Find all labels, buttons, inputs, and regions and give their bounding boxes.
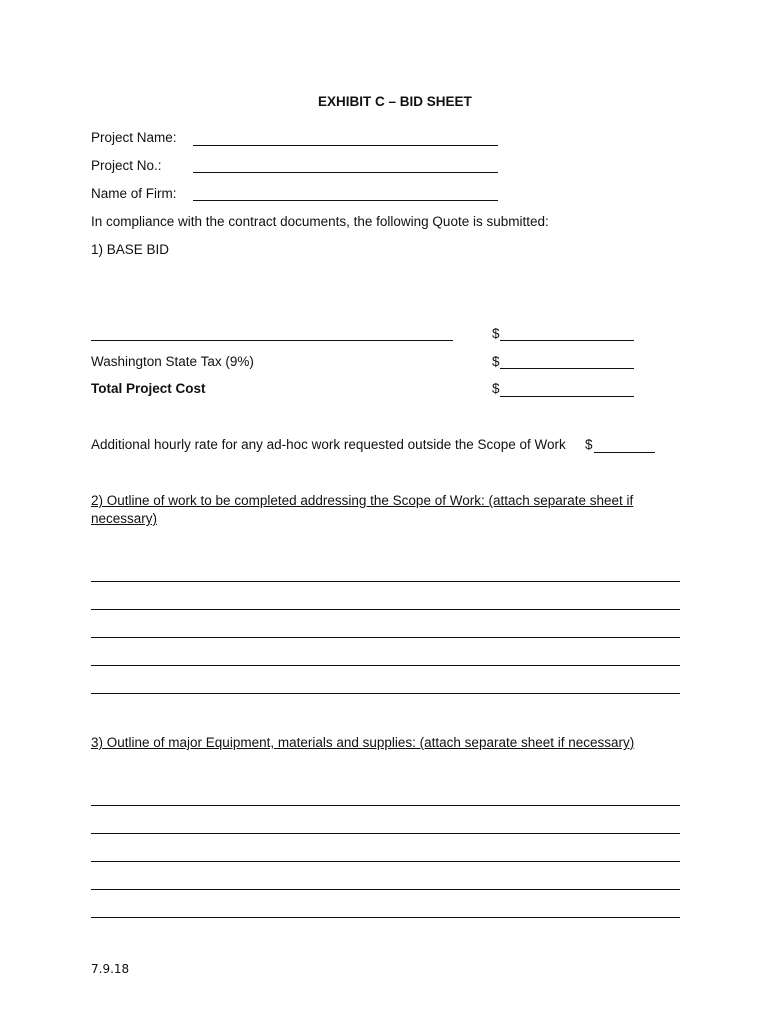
tax-amount-field[interactable] [500, 368, 634, 369]
hourly-rate-dollar-sign: $ [585, 437, 593, 452]
base-bid-dollar-sign: $ [492, 326, 500, 341]
project-name-label: Project Name: [91, 130, 177, 145]
section2-line[interactable] [91, 609, 680, 610]
project-name-field[interactable] [193, 145, 498, 146]
section3-line[interactable] [91, 833, 680, 834]
page-title: EXHIBIT C – BID SHEET [318, 94, 472, 109]
total-project-cost-label: Total Project Cost [91, 381, 206, 396]
total-amount-field[interactable] [500, 396, 634, 397]
section2-line[interactable] [91, 693, 680, 694]
hourly-rate-label: Additional hourly rate for any ad-hoc work requested outside the Scope of Work [91, 437, 566, 452]
tax-dollar-sign: $ [492, 354, 500, 369]
compliance-text: In compliance with the contract documents, the following Quote is submitted: [91, 214, 549, 229]
name-of-firm-label: Name of Firm: [91, 186, 177, 201]
section3-line[interactable] [91, 861, 680, 862]
base-bid-description-field[interactable] [91, 340, 453, 341]
total-dollar-sign: $ [492, 381, 500, 396]
hourly-rate-field[interactable] [594, 452, 655, 453]
section3-line[interactable] [91, 805, 680, 806]
project-no-label: Project No.: [91, 158, 162, 173]
section3-line[interactable] [91, 917, 680, 918]
section2-heading: 2) Outline of work to be completed addressing the Scope of Work: (attach separate sheet if [91, 493, 634, 508]
footer-date: 7.9.18 [91, 962, 130, 976]
tax-label: Washington State Tax (9%) [91, 354, 254, 369]
project-no-field[interactable] [193, 172, 498, 173]
section2-line[interactable] [91, 637, 680, 638]
name-of-firm-field[interactable] [193, 200, 498, 201]
section2-heading-continued: necessary) [91, 511, 158, 526]
section3-line[interactable] [91, 889, 680, 890]
base-bid-heading: 1) BASE BID [91, 242, 170, 257]
section2-line[interactable] [91, 581, 680, 582]
base-bid-amount-field[interactable] [500, 340, 634, 341]
section2-line[interactable] [91, 665, 680, 666]
section3-heading: 3) Outline of major Equipment, materials and supplies: (attach separate sheet if necessary) [91, 735, 635, 750]
